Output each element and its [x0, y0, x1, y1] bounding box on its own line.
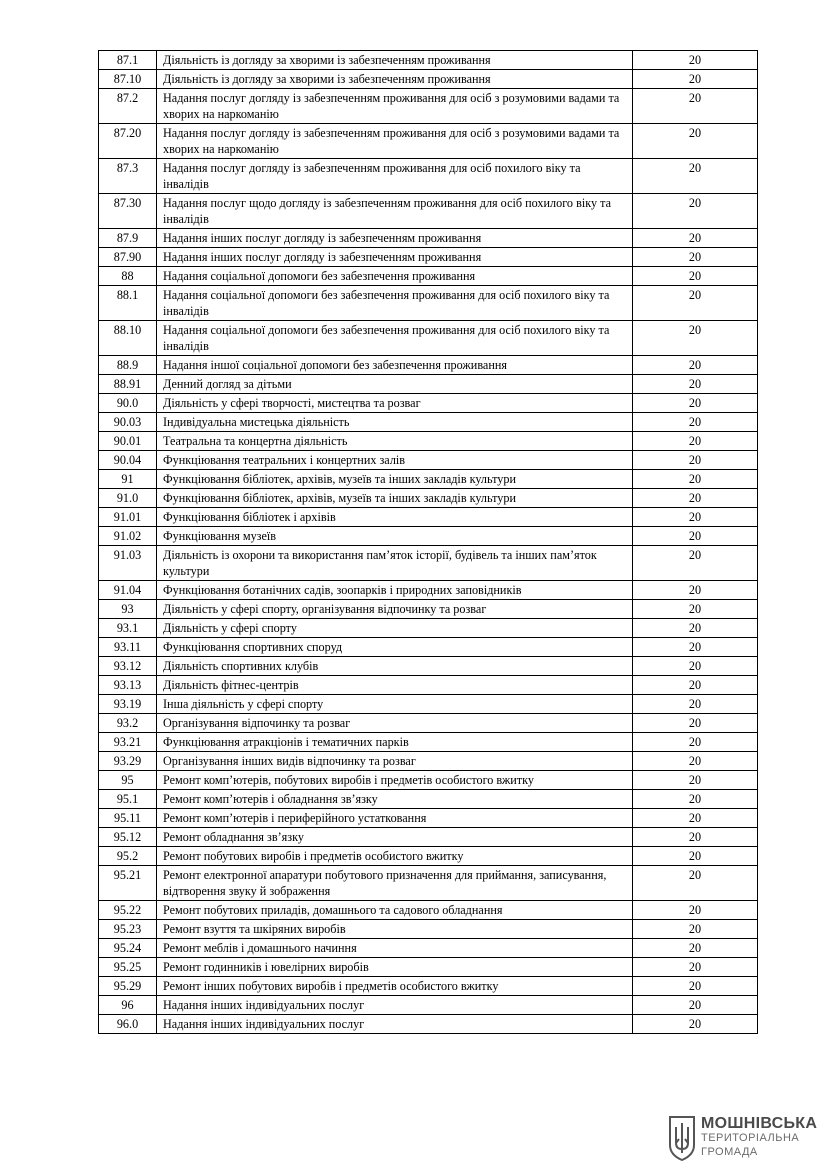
table-row — [99, 159, 758, 194]
table-row — [99, 977, 758, 996]
tax-rate-cell: 20 — [633, 124, 758, 159]
logo-line-1: МОШНІВСЬКА — [701, 1115, 818, 1132]
activity-description-cell: Індивідуальна мистецька діяльність — [157, 413, 633, 432]
table-row — [99, 375, 758, 394]
table-row — [99, 1015, 758, 1034]
tax-rate-cell: 20 — [633, 229, 758, 248]
activity-description-cell: Функціювання спортивних споруд — [157, 638, 633, 657]
activity-description-cell: Функціювання бібліотек, архівів, музеїв та інших закладів культури — [157, 470, 633, 489]
activity-description-cell: Функціювання ботанічних садів, зоопарків і природних заповідників — [157, 581, 633, 600]
activity-code-cell: 90.04 — [99, 451, 157, 470]
activity-code-cell: 95.23 — [99, 920, 157, 939]
activity-code-cell: 93.29 — [99, 752, 157, 771]
tax-rate-cell: 20 — [633, 714, 758, 733]
activity-code-cell: 91.02 — [99, 527, 157, 546]
tax-rate-cell: 20 — [633, 581, 758, 600]
tax-rate-cell: 20 — [633, 267, 758, 286]
activity-description-cell: Функціювання театральних і концертних залів — [157, 451, 633, 470]
tax-rate-cell: 20 — [633, 286, 758, 321]
table-row — [99, 771, 758, 790]
table-row — [99, 432, 758, 451]
tax-rate-cell: 20 — [633, 527, 758, 546]
activity-code-cell: 88.10 — [99, 321, 157, 356]
activity-description-cell: Ремонт побутових виробів і предметів особистого вжитку — [157, 847, 633, 866]
table-row — [99, 286, 758, 321]
table-row — [99, 70, 758, 89]
activity-code-cell: 90.01 — [99, 432, 157, 451]
activity-description-cell: Ремонт комп’ютерів і обладнання зв’язку — [157, 790, 633, 809]
logo-line-3: ГРОМАДА — [701, 1146, 758, 1158]
table-row — [99, 194, 758, 229]
activity-description-cell: Інша діяльність у сфері спорту — [157, 695, 633, 714]
table-row — [99, 901, 758, 920]
activity-code-cell: 96 — [99, 996, 157, 1015]
tax-rate-cell: 20 — [633, 939, 758, 958]
table-row — [99, 321, 758, 356]
tax-rate-cell: 20 — [633, 866, 758, 901]
activity-code-cell: 93.1 — [99, 619, 157, 638]
table-row — [99, 676, 758, 695]
table-row — [99, 958, 758, 977]
activity-code-cell: 87.90 — [99, 248, 157, 267]
activity-code-cell: 93 — [99, 600, 157, 619]
activity-description-cell: Надання послуг щодо догляду із забезпеченням проживання для осіб похилого віку та інвалідів — [157, 194, 633, 229]
activity-description-cell: Організування відпочинку та розваг — [157, 714, 633, 733]
activity-code-cell: 91 — [99, 470, 157, 489]
table-row — [99, 752, 758, 771]
activity-description-cell: Функціювання музеїв — [157, 527, 633, 546]
activity-description-cell: Надання соціальної допомоги без забезпечення проживання для осіб похилого віку та інвалідів — [157, 286, 633, 321]
activity-description-cell: Ремонт меблів і домашнього начиння — [157, 939, 633, 958]
activity-description-cell: Ремонт комп’ютерів, побутових виробів і предметів особистого вжитку — [157, 771, 633, 790]
activity-code-cell: 95.1 — [99, 790, 157, 809]
activity-code-cell: 87.20 — [99, 124, 157, 159]
tax-rate-cell: 20 — [633, 695, 758, 714]
activity-description-cell: Ремонт взуття та шкіряних виробів — [157, 920, 633, 939]
table-row — [99, 847, 758, 866]
activity-code-cell: 87.10 — [99, 70, 157, 89]
activity-code-cell: 93.13 — [99, 676, 157, 695]
activity-code-cell: 95.22 — [99, 901, 157, 920]
table-row — [99, 657, 758, 676]
activity-code-cell: 87.3 — [99, 159, 157, 194]
table-row — [99, 546, 758, 581]
trident-emblem-icon — [667, 1115, 697, 1161]
tax-rate-cell: 20 — [633, 321, 758, 356]
tax-rate-cell: 20 — [633, 451, 758, 470]
activity-code-cell: 87.9 — [99, 229, 157, 248]
activity-code-cell: 88.91 — [99, 375, 157, 394]
activity-code-cell: 96.0 — [99, 1015, 157, 1034]
activity-description-cell: Діяльність спортивних клубів — [157, 657, 633, 676]
activity-code-cell: 95.12 — [99, 828, 157, 847]
activity-description-cell: Надання послуг догляду із забезпеченням проживання для осіб похилого віку та інвалідів — [157, 159, 633, 194]
table-row — [99, 866, 758, 901]
table-row — [99, 267, 758, 286]
table-row — [99, 733, 758, 752]
table-row — [99, 413, 758, 432]
table-row — [99, 920, 758, 939]
table-row — [99, 470, 758, 489]
activity-code-cell: 88 — [99, 267, 157, 286]
logo-line-2: ТЕРИТОРІАЛЬНА — [701, 1132, 800, 1144]
activity-code-cell: 93.21 — [99, 733, 157, 752]
activity-description-cell: Надання іншої соціальної допомоги без забезпечення проживання — [157, 356, 633, 375]
tax-rate-cell: 20 — [633, 809, 758, 828]
activity-description-cell: Діяльність із охорони та використання пам’яток історії, будівель та інших пам’яток культури — [157, 546, 633, 581]
table-row — [99, 356, 758, 375]
tax-rate-cell: 20 — [633, 657, 758, 676]
tax-rate-cell: 20 — [633, 771, 758, 790]
tax-rate-cell: 20 — [633, 828, 758, 847]
tax-rate-cell: 20 — [633, 920, 758, 939]
activity-description-cell: Надання соціальної допомоги без забезпечення проживання для осіб похилого віку та інвалідів — [157, 321, 633, 356]
tax-rate-cell: 20 — [633, 619, 758, 638]
activity-code-cell: 93.11 — [99, 638, 157, 657]
activity-description-cell: Функціювання бібліотек і архівів — [157, 508, 633, 527]
table-row — [99, 451, 758, 470]
table-row — [99, 489, 758, 508]
tax-rate-cell: 20 — [633, 790, 758, 809]
table-row — [99, 508, 758, 527]
tax-rate-cell: 20 — [633, 996, 758, 1015]
tax-rate-cell: 20 — [633, 89, 758, 124]
table-row — [99, 89, 758, 124]
table-row — [99, 809, 758, 828]
table-body — [99, 51, 758, 1034]
activity-description-cell: Функціювання бібліотек, архівів, музеїв та інших закладів культури — [157, 489, 633, 508]
tax-rate-cell: 20 — [633, 356, 758, 375]
tax-rate-cell: 20 — [633, 901, 758, 920]
activity-code-cell: 95.11 — [99, 809, 157, 828]
tax-rate-cell: 20 — [633, 847, 758, 866]
tax-rate-cell: 20 — [633, 51, 758, 70]
tax-rate-cell: 20 — [633, 470, 758, 489]
activity-description-cell: Організування інших видів відпочинку та розваг — [157, 752, 633, 771]
activity-code-cell: 95.24 — [99, 939, 157, 958]
table-row — [99, 394, 758, 413]
tax-rate-cell: 20 — [633, 159, 758, 194]
table-row — [99, 695, 758, 714]
tax-rate-cell: 20 — [633, 394, 758, 413]
activity-codes-table — [98, 50, 758, 1034]
table-row — [99, 714, 758, 733]
table-row — [99, 828, 758, 847]
table-row — [99, 581, 758, 600]
table-row — [99, 229, 758, 248]
tax-rate-cell: 20 — [633, 413, 758, 432]
activity-code-cell: 88.9 — [99, 356, 157, 375]
activity-description-cell: Діяльність у сфері спорту, організування відпочинку та розваг — [157, 600, 633, 619]
table-row — [99, 124, 758, 159]
table-row — [99, 790, 758, 809]
table-row — [99, 527, 758, 546]
activity-code-cell: 93.12 — [99, 657, 157, 676]
activity-code-cell: 95.21 — [99, 866, 157, 901]
activity-code-cell: 87.30 — [99, 194, 157, 229]
activity-description-cell: Діяльність фітнес-центрів — [157, 676, 633, 695]
activity-description-cell: Діяльність у сфері творчості, мистецтва та розваг — [157, 394, 633, 413]
activity-code-cell: 88.1 — [99, 286, 157, 321]
activity-description-cell: Діяльність у сфері спорту — [157, 619, 633, 638]
activity-code-cell: 93.2 — [99, 714, 157, 733]
activity-description-cell: Надання інших послуг догляду із забезпеченням проживання — [157, 229, 633, 248]
activity-code-cell: 91.01 — [99, 508, 157, 527]
activity-description-cell: Діяльність із догляду за хворими із забезпеченням проживання — [157, 70, 633, 89]
tax-rate-cell: 20 — [633, 489, 758, 508]
activity-description-cell: Функціювання атракціонів і тематичних парків — [157, 733, 633, 752]
table-row — [99, 939, 758, 958]
activity-code-cell: 91.04 — [99, 581, 157, 600]
table-row — [99, 996, 758, 1015]
activity-description-cell: Ремонт інших побутових виробів і предметів особистого вжитку — [157, 977, 633, 996]
activity-description-cell: Театральна та концертна діяльність — [157, 432, 633, 451]
community-logo — [667, 1115, 818, 1163]
tax-rate-cell: 20 — [633, 638, 758, 657]
activity-description-cell: Ремонт побутових приладів, домашнього та садового обладнання — [157, 901, 633, 920]
activity-description-cell: Надання соціальної допомоги без забезпечення проживання — [157, 267, 633, 286]
activity-code-cell: 87.2 — [99, 89, 157, 124]
tax-rate-cell: 20 — [633, 432, 758, 451]
activity-code-cell: 95.29 — [99, 977, 157, 996]
tax-rate-cell: 20 — [633, 248, 758, 267]
tax-rate-cell: 20 — [633, 600, 758, 619]
activity-description-cell: Ремонт обладнання зв’язку — [157, 828, 633, 847]
tax-rate-cell: 20 — [633, 194, 758, 229]
tax-rate-cell: 20 — [633, 508, 758, 527]
tax-rate-cell: 20 — [633, 70, 758, 89]
table-row — [99, 248, 758, 267]
activity-description-cell: Ремонт годинників і ювелірних виробів — [157, 958, 633, 977]
activity-code-cell: 91.0 — [99, 489, 157, 508]
table-row — [99, 638, 758, 657]
tax-rate-cell: 20 — [633, 977, 758, 996]
activity-description-cell: Діяльність із догляду за хворими із забезпеченням проживання — [157, 51, 633, 70]
tax-rate-cell: 20 — [633, 1015, 758, 1034]
tax-rate-cell: 20 — [633, 375, 758, 394]
tax-rate-cell: 20 — [633, 752, 758, 771]
activity-code-cell: 95 — [99, 771, 157, 790]
tax-rate-cell: 20 — [633, 733, 758, 752]
table-row — [99, 619, 758, 638]
activity-description-cell: Надання послуг догляду із забезпеченням проживання для осіб з розумовими вадами та хворих на наркоманію — [157, 124, 633, 159]
table-row — [99, 51, 758, 70]
activity-code-cell: 90.03 — [99, 413, 157, 432]
table-row — [99, 600, 758, 619]
activity-code-cell: 93.19 — [99, 695, 157, 714]
activity-description-cell: Надання інших індивідуальних послуг — [157, 996, 633, 1015]
activity-code-cell: 95.25 — [99, 958, 157, 977]
tax-rate-cell: 20 — [633, 958, 758, 977]
activity-code-cell: 90.0 — [99, 394, 157, 413]
activity-description-cell: Денний догляд за дітьми — [157, 375, 633, 394]
activity-description-cell: Ремонт електронної апаратури побутового призначення для приймання, записування, відтворення звуку й зображення — [157, 866, 633, 901]
activity-description-cell: Ремонт комп’ютерів і периферійного устатковання — [157, 809, 633, 828]
activity-description-cell: Надання інших індивідуальних послуг — [157, 1015, 633, 1034]
activity-code-cell: 95.2 — [99, 847, 157, 866]
tax-rate-cell: 20 — [633, 676, 758, 695]
tax-rate-cell: 20 — [633, 546, 758, 581]
activity-description-cell: Надання інших послуг догляду із забезпеченням проживання — [157, 248, 633, 267]
activity-code-cell: 91.03 — [99, 546, 157, 581]
activity-description-cell: Надання послуг догляду із забезпеченням проживання для осіб з розумовими вадами та хворих на наркоманію — [157, 89, 633, 124]
activity-code-cell: 87.1 — [99, 51, 157, 70]
